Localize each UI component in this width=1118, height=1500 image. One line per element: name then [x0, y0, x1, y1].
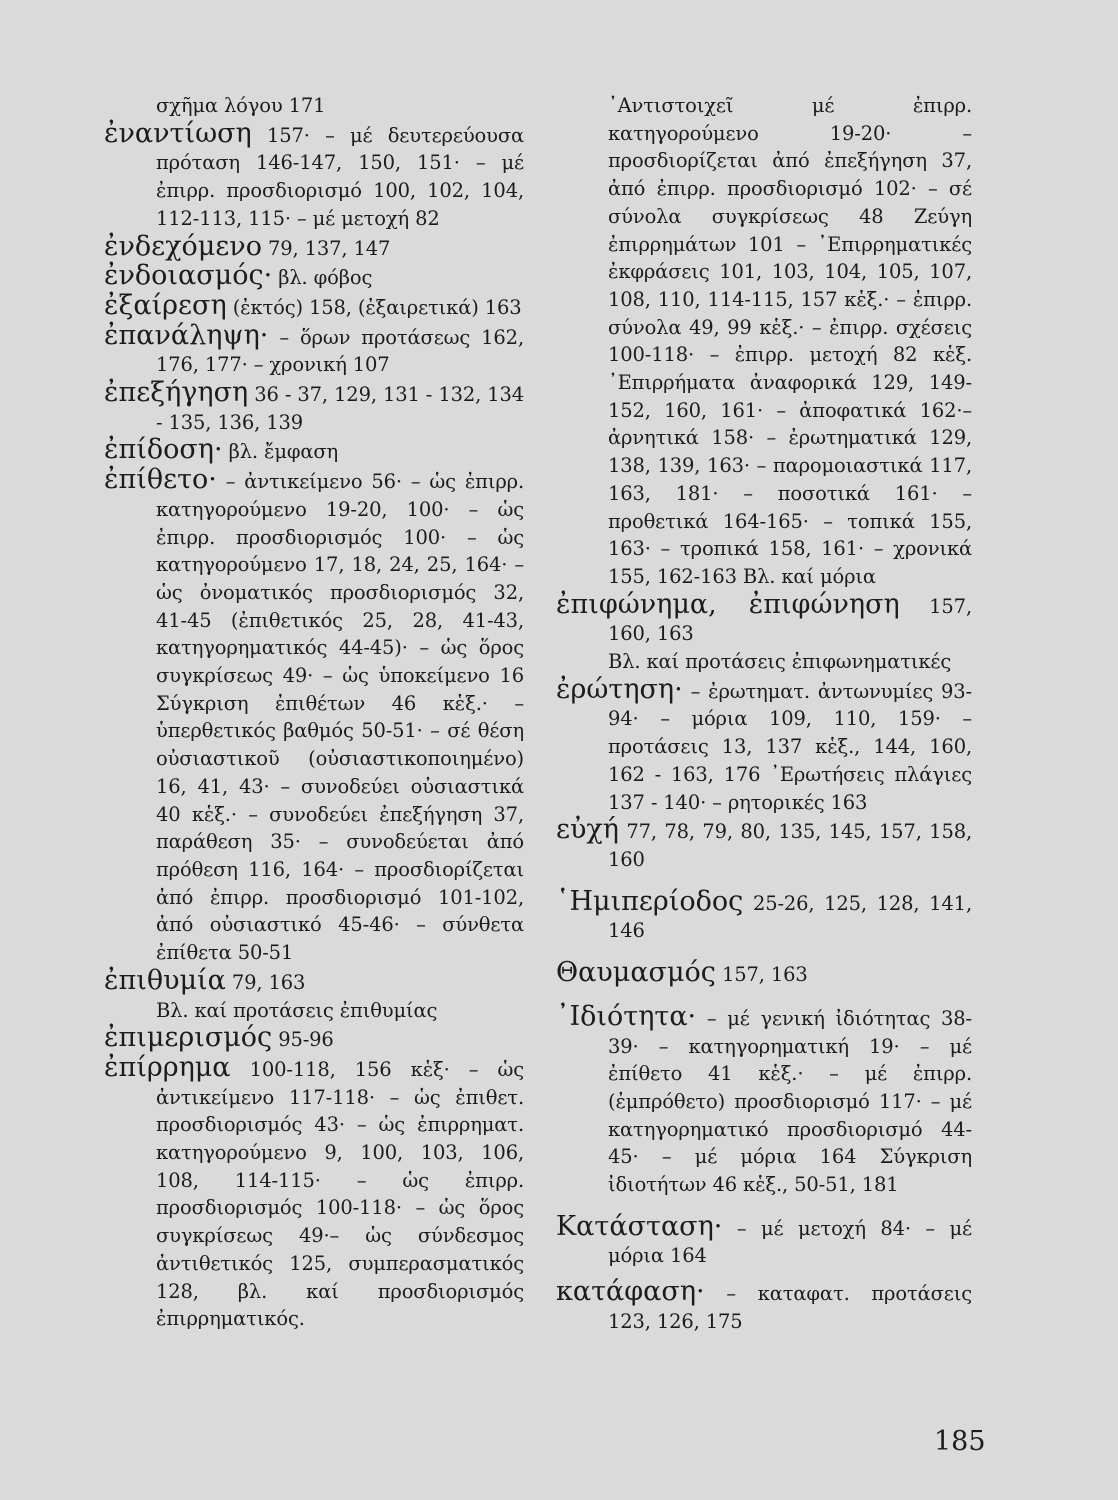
index-entry	[104, 319, 524, 379]
index-headword: κατάφαση·	[556, 1276, 705, 1308]
index-references: 95-96	[272, 1028, 334, 1052]
index-headword: ἐξαίρεση	[104, 289, 227, 321]
index-headword: ἐπιμερισμός	[104, 1022, 273, 1054]
index-references: 79, 137, 147	[261, 236, 391, 260]
index-column-right	[556, 92, 972, 1336]
index-entry	[104, 964, 524, 997]
index-references: σχῆμα λόγου 171	[156, 94, 326, 117]
index-references: ᾿Αντιστοιχεῖ μέ ἐπιρρ. κατηγορούμενο 19-20· – προσδιορίζεται ἀπό ἐπεξήγηση 37, ἀπό ἐπιρρ. προσδιορισμό 102· – σέ σύνολα συγκρίσεως 48 Ζεύγη ἐπιρρημάτων 101 – ᾿Επιρρηματικές ἐκφράσεις 101, 103, 104, 105, 107, 108, 110, 114-115, 157 κἑξ.· – ἐπιρρ. σύνολα 49, 99 κἑξ.· – ἐπιρρ. σχέσεις 100-118· – ἐπιρρ. μετοχή 82 κἑξ. ᾿Επιρρήματα ἀναφορικά 129, 149-152, 160, 161· – ἀποφατικά 162·– ἀρνητικά 158· – ἐρωτηματικά 129, 138, 139, 163· – παρομοιαστικά 117, 163, 181· – ποσοτικά 161· – προθετικά 164-165· – τοπικά 155, 163· – τροπικά 158, 161· – χρονικά 155, 162-163 Βλ. καί μόρια	[608, 94, 972, 588]
index-entry	[556, 816, 972, 873]
index-entry	[104, 997, 524, 1025]
index-headword: ἐναντίωση	[104, 117, 252, 149]
index-headword: Θαυμασμός	[556, 957, 716, 989]
index-headword: ᾿Ιδιότητα·	[556, 1000, 697, 1032]
index-headword: Κατάσταση·	[556, 1210, 723, 1242]
index-references: βλ. ἔμφαση	[222, 440, 339, 464]
index-entry	[104, 230, 524, 263]
index-references: 25-26, 125, 128, 141, 146	[608, 891, 972, 943]
index-entry	[104, 1051, 524, 1333]
index-references: – ἐρωτηματ. ἀντωνυμίες 93-94· – μόρια 109, 110, 159· – προτάσεις 13, 137 κἑξ., 144, 160, 162 - 163, 176 ᾿Ερωτήσεις πλάγιες 137 - 140· – ρητορικές 163	[608, 679, 972, 814]
index-entry	[556, 673, 972, 817]
index-references: – ὅρων προτάσεως 162, 176, 177· – χρονική 107	[156, 325, 524, 377]
index-references: 157· – μέ δευτερεύουσα πρόταση 146-147, 150, 151· – μέ ἐπιρρ. προσδιορισμό 100, 102, 104, 112-113, 115· – μέ μετοχή 82	[156, 123, 524, 230]
index-entry	[104, 92, 524, 120]
index-references: Βλ. καί προτάσεις ἐπιφωνηματικές	[608, 650, 952, 674]
index-entry	[556, 1210, 972, 1270]
index-references: Βλ. καί προτάσεις ἐπιθυμίας	[156, 998, 438, 1022]
index-headword: ἐπιθυμία	[104, 964, 226, 996]
index-entry	[104, 436, 524, 466]
index-references: 77, 78, 79, 80, 135, 145, 157, 158, 160	[608, 820, 972, 871]
index-entry	[556, 648, 972, 676]
index-headword: εὐχή	[556, 814, 619, 846]
index-headword: ἐνδεχόμενο	[104, 230, 262, 262]
index-headword: ἐπίδοση·	[104, 434, 223, 466]
index-headword: ἐπιφώνημα, ἐπιφώνηση	[556, 588, 900, 620]
index-headword: ἐπίρρημα	[104, 1051, 231, 1083]
index-column-left	[104, 92, 524, 1333]
index-references: – μέ μετοχή 84· – μέ μόρια 164	[608, 1216, 972, 1268]
index-headword: ἐρώτηση·	[556, 673, 683, 705]
page-number: 185	[934, 1426, 986, 1457]
index-headword: ἐπίθετο·	[104, 464, 217, 496]
index-entry	[104, 466, 524, 967]
index-entry	[556, 92, 972, 591]
index-headword: ἐπεξήγηση	[104, 377, 249, 409]
index-entry	[104, 117, 524, 233]
index-references: 157, 160, 163	[608, 594, 972, 646]
index-entry	[556, 1000, 972, 1199]
index-entry	[104, 1024, 524, 1054]
index-entry	[104, 289, 524, 322]
index-references: 79, 163	[225, 970, 306, 994]
index-references: βλ. φόβος	[272, 266, 373, 290]
index-headword: ἐνδοιασμός·	[104, 260, 273, 292]
index-references: 100-118, 156 κἑξ· – ὡς ἀντικείμενο 117-118· – ὡς ἐπιθετ. προσδιορισμός 43· – ὡς ἐπιρρηματ. κατηγορούμενο 9, 100, 103, 106, 108, 114-115· – ὡς ἐπιρρ. προσδιορισμός 100-118· – ὡς ὅρος συγκρίσεως 49·– ὡς σύνδεσμος ἀντιθετικός 125, συμπερασματικός 128, βλ. καί προσδιορισμός ἐπιρρηματικός.	[156, 1057, 524, 1331]
index-references: 157, 163	[715, 963, 808, 987]
index-references: – ἀντικείμενο 56· – ὡς ἐπιρρ. κατηγορούμενο 19-20, 100· – ὡς ἐπιρρ. προσδιορισμός 100· – ὡς κατηγορούμενο 17, 18, 24, 25, 164· – ὡς ὀνοματικός προσδιορισμός 32, 41-45 (ἐπιθετικός 25, 28, 41-43, κατηγορηματικός 44-45)· – ὡς ὅρος συγκρίσεως 49· – ὡς ὑποκείμενο 16 Σύγκριση ἐπιθέτων 46 κἑξ.· – ὑπερθετικός βαθμός 50-51· – σέ θέση οὐσιαστικοῦ (οὐσιαστικοποιημένο) 16, 41, 43· – συνοδεύει οὐσιαστικά 40 κἑξ.· – συνοδεύει ἐπεξήγηση 37, παράθεση 35· – συνοδεύεται ἀπό πρόθεση 116, 164· – προσδιορίζεται ἀπό ἐπιρρ. προσδιορισμό 101-102, ἀπό οὐσιαστικό 45-46· – σύνθετα ἐπίθετα 50-51	[156, 470, 524, 965]
index-references: – μέ γενική ἰδιότητας 38-39· – κατηγορηματική 19· – μέ ἐπίθετο 41 κἑξ.· – μέ ἐπιρρ. (ἐμπρόθετο) προσδιορισμό 117· – μέ κατηγορηματικό προσδιορισμό 44-45· – μέ μόρια 164 Σύγκριση ἰδιοτήτων 46 κἑξ., 50-51, 181	[608, 1006, 972, 1197]
index-entry	[556, 885, 972, 945]
index-references: (ἐκτός) 158, (ἐξαιρετικά) 163	[226, 295, 522, 319]
index-entry	[556, 959, 972, 989]
index-headword: ῾Ημιπερίοδος	[556, 885, 744, 917]
index-entry	[104, 379, 524, 436]
index-entry	[556, 588, 972, 648]
index-entry	[104, 262, 524, 292]
index-references: 36 - 37, 129, 131 - 132, 134 - 135, 136, 139	[156, 383, 524, 434]
index-references: – καταφατ. προτάσεις 123, 126, 175	[608, 1282, 972, 1333]
index-entry	[556, 1278, 972, 1335]
index-headword: ἐπανάληψη·	[104, 319, 269, 351]
